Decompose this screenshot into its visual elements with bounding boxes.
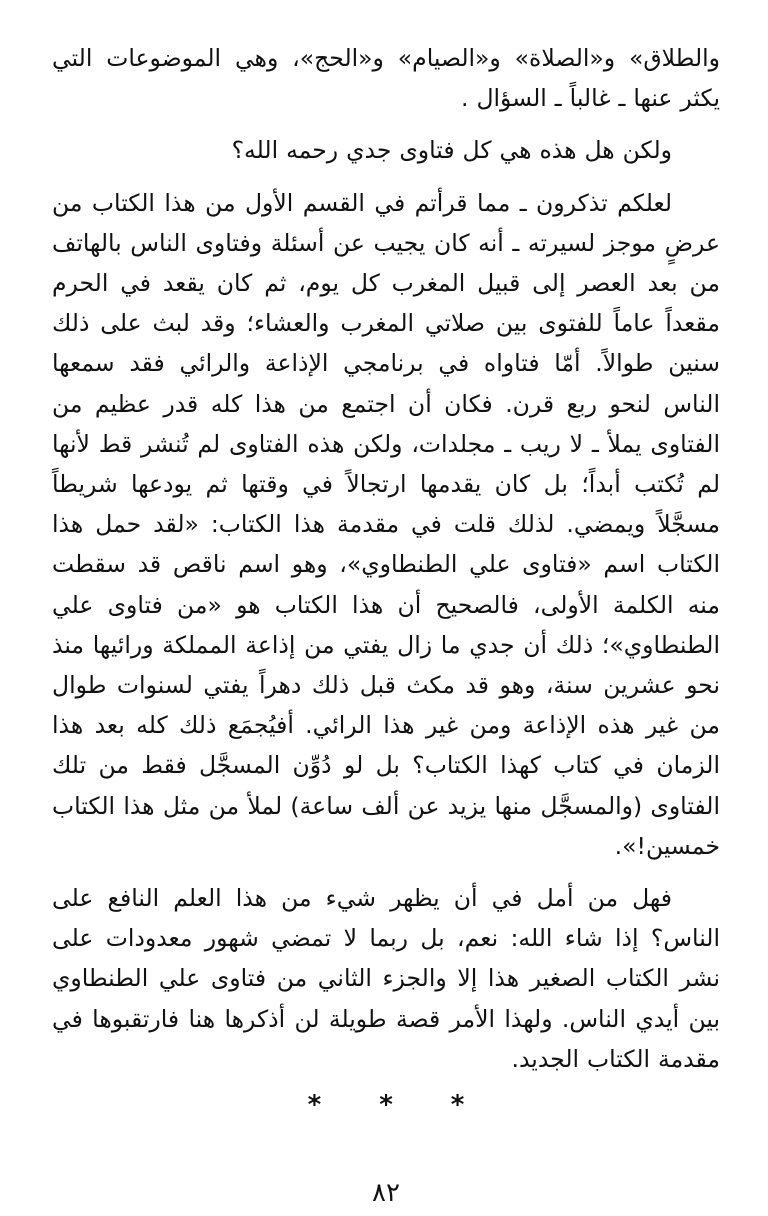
asterisk-icon: * xyxy=(450,1090,465,1120)
section-ornament xyxy=(52,1090,720,1120)
paragraph-2: ولكن هل هذه هي كل فتاوى جدي رحمه الله؟ xyxy=(231,136,672,165)
page-body xyxy=(52,38,720,1208)
page-number: ٨٢ xyxy=(372,1178,400,1208)
paragraph-4: فهل من أمل في أن يظهر شيء من هذا العلم النافع على الناس؟ إذا شاء الله: نعم، بل ربما لا تمضي شهور معدودات على نشر الكتاب الصغير هذا إلا والجزء الثاني من فتاوى علي الطنطاوي بين أيدي الناس. ولهذا الأمر قصة طويلة لن أذكرها هنا فارتقبوها في مقدمة الكتاب الجديد. xyxy=(52,884,720,1073)
paragraph-1: والطلاق» و«الصلاة» و«الصيام» و«الحج»، وهي الموضوعات التي يكثر عنها ـ غالباً ـ السؤال . xyxy=(52,44,720,113)
paragraph-3: لعلكم تذكرون ـ مما قرأتم في القسم الأول من هذا الكتاب من عرضٍ موجز لسيرته ـ أنه كان يجيب عن أسئلة وفتاوى الناس بالهاتف من بعد العصر إلى قبيل المغرب كل يوم، ثم كان يقعد في الحرم مقعداً عاماً للفتوى بين صلاتي المغرب والعشاء؛ وقد لبث على ذلك سنين طوالاً. أمّا فتاواه في برنامجي الإذاعة والرائي فقد سمعها الناس لنحو ربع قرن. فكان أن اجتمع من هذا كله قدر عظيم من الفتاوى يملأ ـ لا ريب ـ مجلدات، ولكن هذه الفتاوى لم تُنشر قط لأنها لم تُكتب أبداً؛ بل كان يقدمها ارتجالاً في وقتها ثم يودعها شريطاً مسجَّلاً ويمضي. لذلك قلت في مقدمة هذا الكتاب: «لقد حمل هذا الكتاب اسم «فتاوى علي الطنطاوي»، وهو اسم ناقص قد سقطت منه الكلمة الأولى، فالصحيح أن هذا الكتاب هو «من فتاوى علي الطنطاوي»؛ ذلك أن جدي ما زال يفتي من إذاعة المملكة ورائيها منذ نحو عشرين سنة، وهو قد مكث قبل ذلك دهراً يفتي لسنوات طوال من غير هذه الإذاعة ومن غير هذا الرائي. أفيُجمَع ذلك كله بعد هذا الزمان في كتاب كهذا الكتاب؟ بل لو دُوِّن المسجَّل فقط من تلك الفتاوى (والمسجَّل منها يزيد عن ألف ساعة) لملأ من مثل هذا الكتاب خمسين!». xyxy=(52,188,720,860)
asterisk-icon: * xyxy=(379,1090,393,1120)
asterisk-icon: * xyxy=(307,1090,322,1120)
